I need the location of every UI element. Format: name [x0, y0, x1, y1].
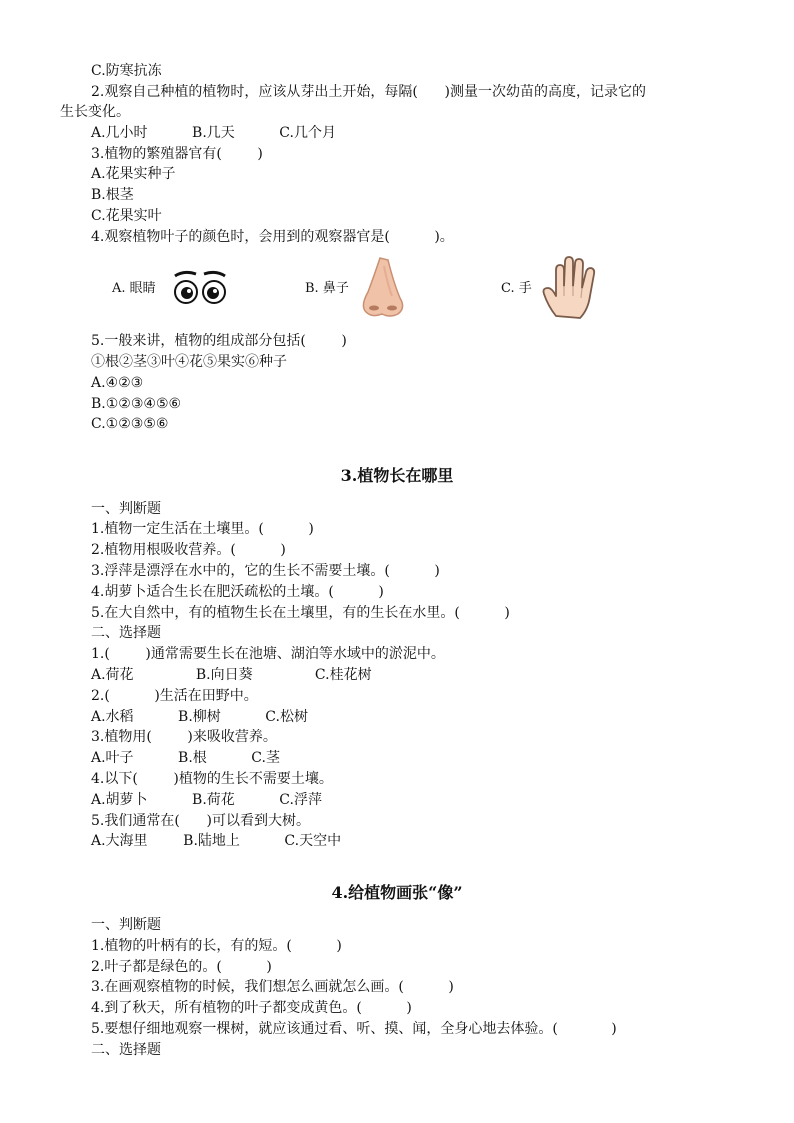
- option-line: A.叶子 B.根 C.茎: [91, 750, 280, 766]
- section-title: 3.植物长在哪里: [340, 466, 454, 485]
- option-c-label: C. 手: [501, 281, 532, 296]
- option-b-label: B. 鼻子: [305, 281, 349, 296]
- option-line: A.胡萝卜 B.荷花 C.浮萍: [91, 792, 322, 808]
- question-line: 4.胡萝卜适合生长在肥沃疏松的土壤。( ): [91, 584, 384, 600]
- option-line: B.根茎: [91, 187, 134, 203]
- section-heading: 二、选择题: [91, 1042, 161, 1058]
- question-line: 1.植物一定生活在土壤里。( ): [91, 521, 314, 537]
- question-line: 4.观察植物叶子的颜色时，会用到的观察器官是( )。: [91, 229, 454, 245]
- section-heading: 二、选择题: [91, 625, 161, 641]
- option-line: A.荷花 B.向日葵 C.桂花树: [91, 667, 372, 683]
- question-line: 4.以下( )植物的生长不需要土壤。: [91, 771, 333, 787]
- section-heading: 一、判断题: [91, 501, 161, 517]
- option-line: C.防寒抗冻: [91, 63, 162, 79]
- question-line: 5.一般来讲，植物的组成部分包括( ): [91, 333, 347, 349]
- question-line: ①根②茎③叶④花⑤果实⑥种子: [91, 354, 287, 370]
- section-heading: 一、判断题: [91, 917, 161, 933]
- eyes-icon: [172, 270, 228, 310]
- section-title: 4.给植物画张“像”: [331, 883, 463, 902]
- question-line: 3.浮萍是漂浮在水中的，它的生长不需要土壤。( ): [91, 563, 440, 579]
- option-line: A.花果实种子: [91, 166, 176, 182]
- option-line: C.①②③⑤⑥: [91, 416, 169, 432]
- question-line: 5.我们通常在( )可以看到大树。: [91, 813, 310, 829]
- question-line: 2.叶子都是绿色的。( ): [91, 959, 272, 975]
- hand-icon: [540, 256, 602, 326]
- question-line: 5.要想仔细地观察一棵树，就应该通过看、听、摸、闻，全身心地去体验。( ): [91, 1021, 617, 1037]
- question-line: 2.( )生活在田野中。: [91, 688, 258, 704]
- question-line: 3.在画观察植物的时候，我们想怎么画就怎么画。( ): [91, 979, 454, 995]
- question-line: 2.植物用根吸收营养。( ): [91, 542, 286, 558]
- question-line: 生长变化。: [60, 104, 130, 120]
- question-line: 1.( )通常需要生长在池塘、湖泊等水域中的淤泥中。: [91, 646, 445, 662]
- option-line: C.花果实叶: [91, 208, 162, 224]
- option-a-label: A. 眼睛: [112, 281, 156, 296]
- question-line: 3.植物用( )来吸收营养。: [91, 729, 277, 745]
- option-line: A.几小时 B.几天 C.几个月: [91, 125, 336, 141]
- nose-icon: [360, 256, 406, 326]
- question-line: 1.植物的叶柄有的长，有的短。( ): [91, 938, 342, 954]
- option-line: A.大海里 B.陆地上 C.天空中: [91, 833, 342, 849]
- question-line: 3.植物的繁殖器官有( ): [91, 146, 263, 162]
- option-line: A.④②③: [91, 375, 144, 391]
- option-line: B.①②③④⑤⑥: [91, 396, 182, 412]
- option-line: A.水稻 B.柳树 C.松树: [91, 709, 308, 725]
- question-line: 4.到了秋天，所有植物的叶子都变成黄色。( ): [91, 1000, 412, 1016]
- question-line: 2.观察自己种植的植物时，应该从芽出土开始，每隔( )测量一次幼苗的高度，记录它的: [91, 84, 646, 100]
- question-line: 5.在大自然中，有的植物生长在土壤里，有的生长在水里。( ): [91, 605, 510, 621]
